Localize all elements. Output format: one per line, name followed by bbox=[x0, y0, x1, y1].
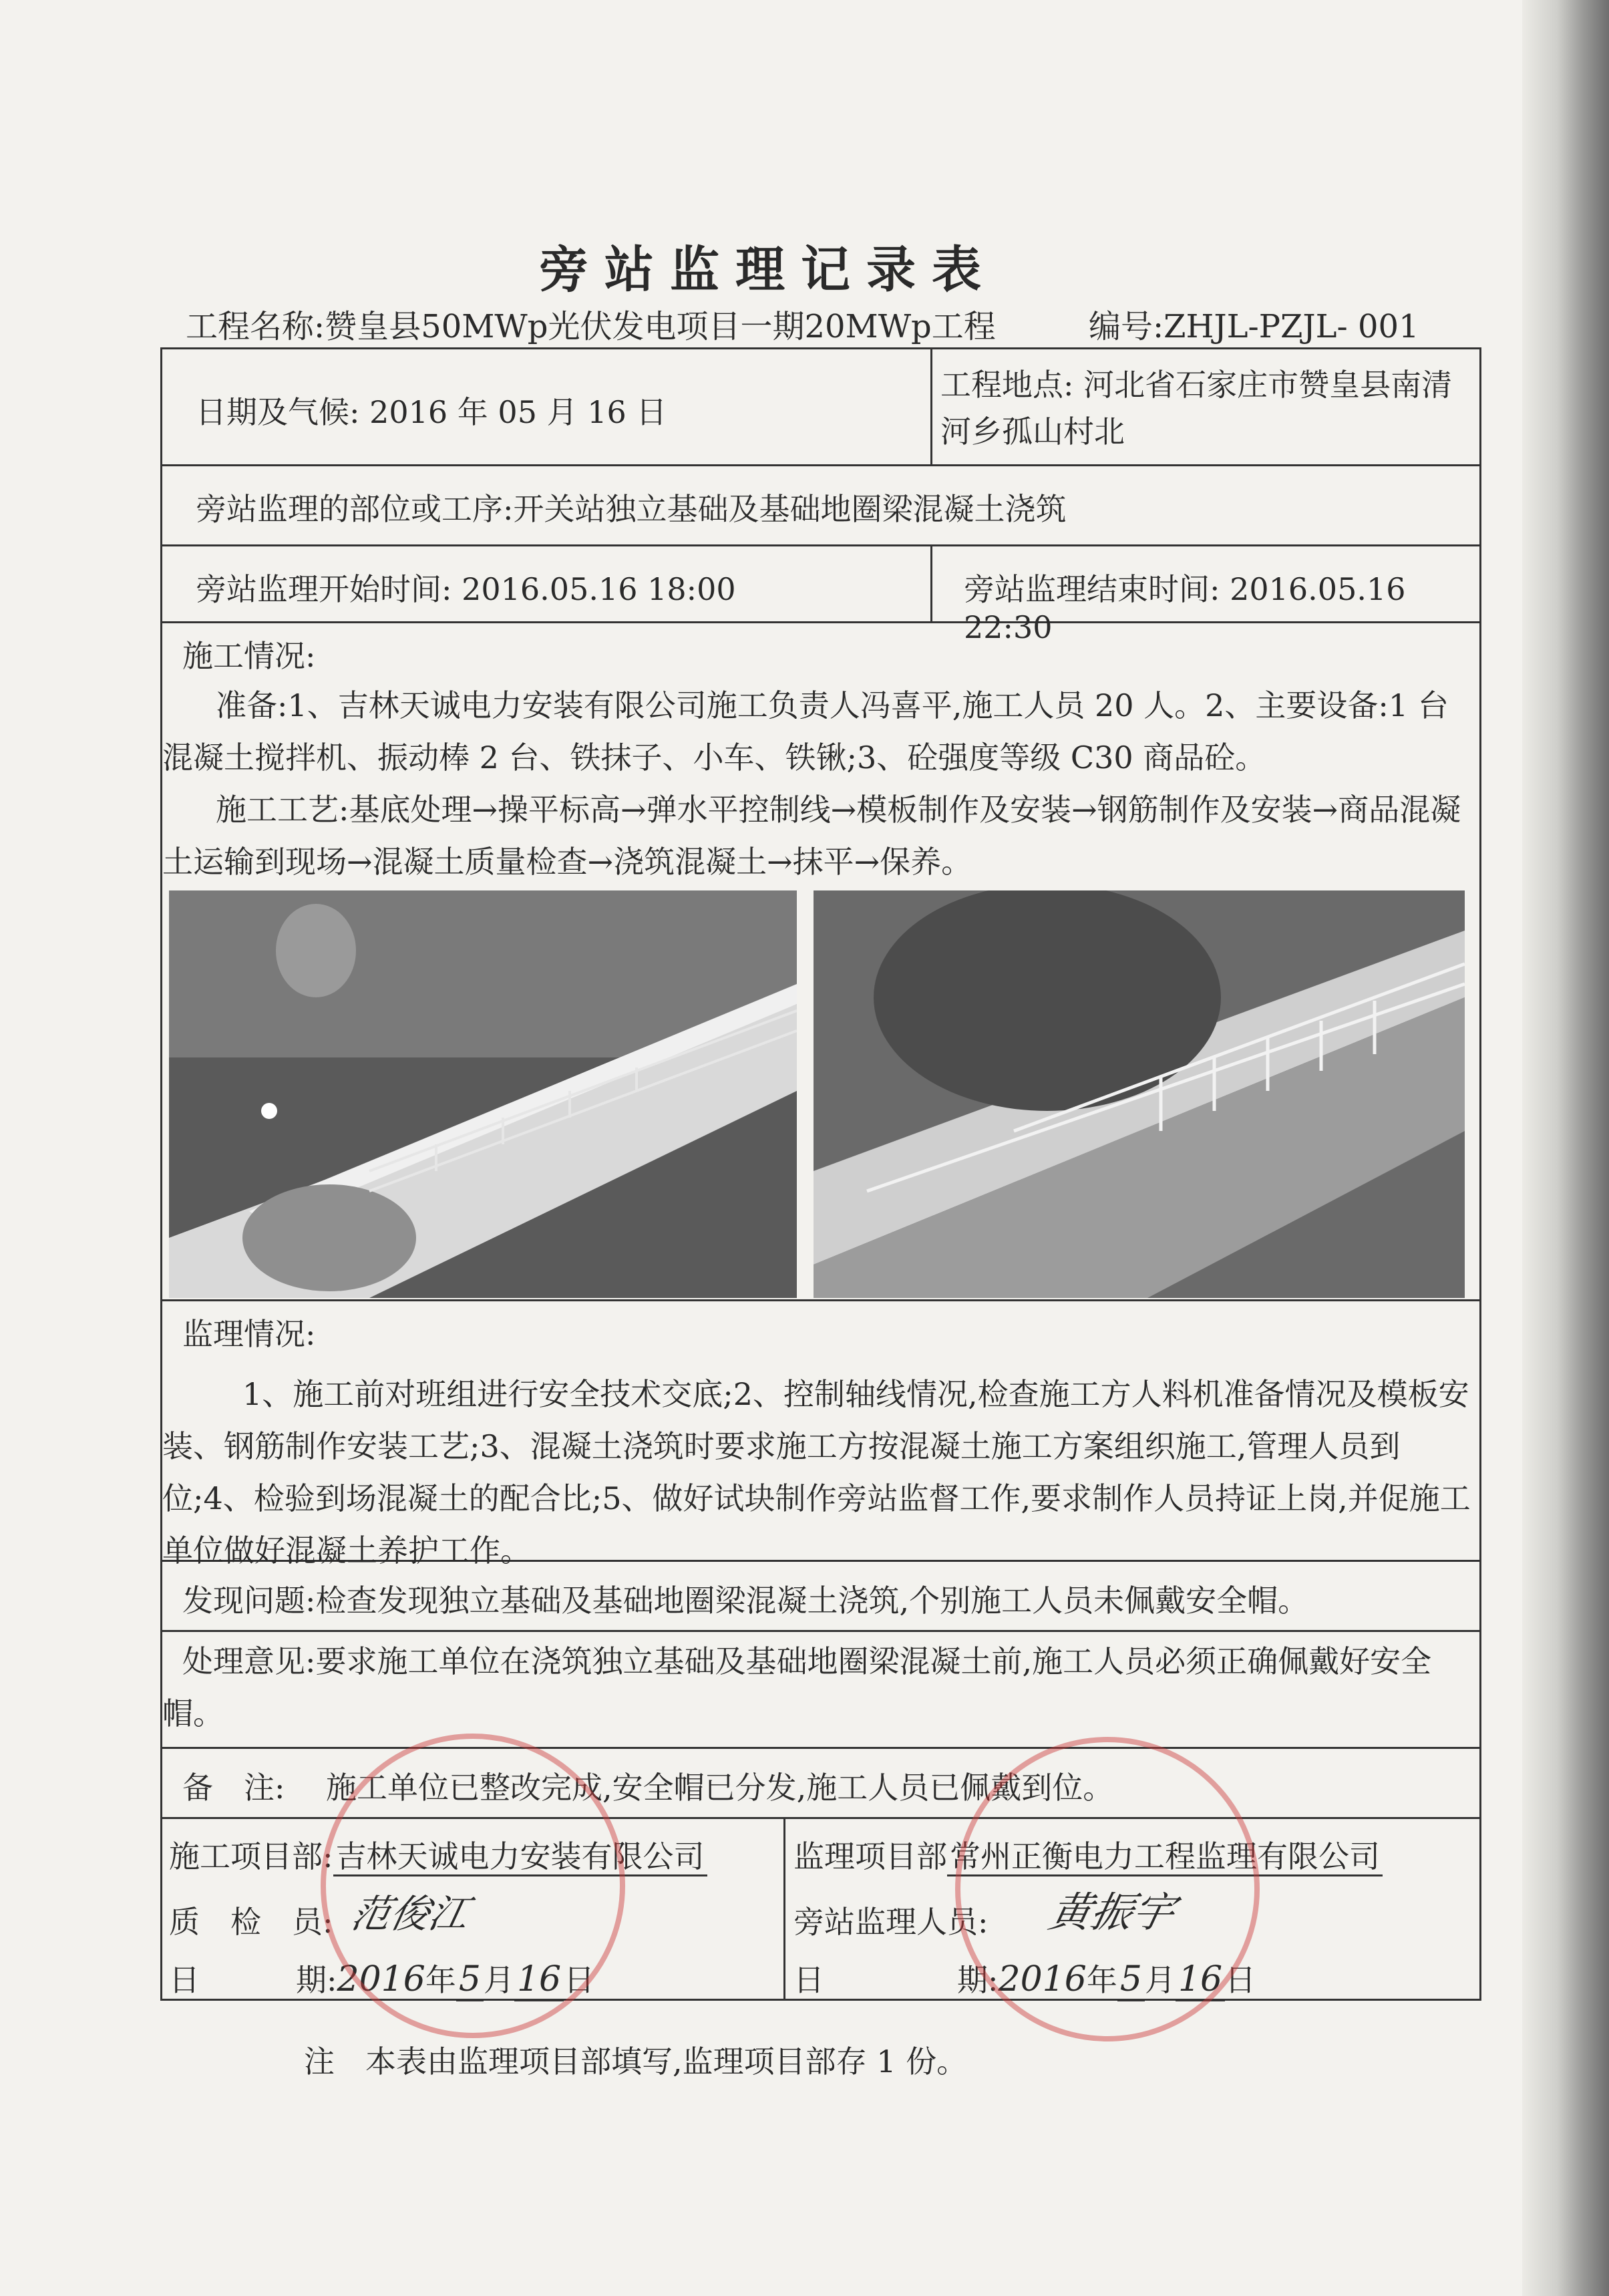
right-date-nian: 年 bbox=[1086, 1962, 1117, 1998]
construction-dept-value: 吉林天诚电力安装有限公司 bbox=[333, 1838, 707, 1876]
row-problem bbox=[162, 1562, 1479, 1632]
left-date-year: 2016 bbox=[337, 1959, 425, 1999]
supervisor-label: 旁站监理人员: bbox=[793, 1904, 989, 1940]
construction-dept-label: 施工项目部: bbox=[169, 1838, 333, 1874]
divider bbox=[930, 546, 932, 621]
supervision-heading: 监理情况: bbox=[182, 1316, 316, 1352]
row-opinion bbox=[162, 1632, 1479, 1749]
right-date-ri: 日 bbox=[1225, 1962, 1256, 1998]
inspector-label: 质 检 员: bbox=[169, 1904, 333, 1940]
supervision-text: 1、施工前对班组进行安全技术交底;2、控制轴线情况,检查施工方人料机准备情况及模板安装、钢筋制作安装工艺;3、混凝土浇筑时要求施工方按混凝土施工方案组织施工,管理人员到位;4、检验到场混凝土的配合比;5、做好试块制作旁站监督工作,要求制作人员持证上岗,并促施工单位做好混凝土养护工作。 bbox=[162, 1376, 1471, 1569]
left-date-label-b: 期: bbox=[296, 1962, 337, 1998]
left-date-day: 16 bbox=[514, 1959, 564, 2001]
site-photo-left bbox=[169, 890, 797, 1298]
construction-process: 施工工艺:基底处理→操平标高→弹水平控制线→模板制作及安装→钢筋制作及安装→商品混凝土运输到现场→混凝土质量检查→浇筑混凝土→抹平→保养。 bbox=[162, 792, 1461, 880]
row-date-location bbox=[162, 349, 1479, 466]
remarks-label: 备 注: bbox=[182, 1770, 285, 1806]
part-process: 旁站监理的部位或工序:开关站独立基础及基础地圈梁混凝土浇筑 bbox=[196, 491, 1067, 527]
inspector-signature: 范俊江 bbox=[347, 1891, 474, 1937]
supervisor-signature: 黄振宇 bbox=[1045, 1888, 1180, 1937]
date-weather: 日期及气候: 2016 年 05 月 16 日 bbox=[196, 394, 667, 430]
handling-opinion: 处理意见:要求施工单位在浇筑独立基础及基础地圈梁混凝土前,施工人员必须正确佩戴好安全帽。 bbox=[162, 1643, 1432, 1732]
scanner-edge-shadow bbox=[1522, 0, 1609, 2296]
right-date-year: 2016 bbox=[998, 1959, 1087, 1999]
supervision-seal bbox=[955, 1737, 1260, 2041]
divider bbox=[930, 349, 932, 464]
construction-heading: 施工情况: bbox=[182, 638, 316, 674]
page-title: 旁站监理记录表 bbox=[539, 241, 997, 299]
row-part-process bbox=[162, 466, 1479, 546]
site-photo-right bbox=[814, 890, 1465, 1298]
end-time: 旁站监理结束时间: 2016.05.16 22:30 bbox=[964, 571, 1406, 645]
start-time: 旁站监理开始时间: 2016.05.16 18:00 bbox=[196, 571, 736, 607]
left-date-yue: 月 bbox=[483, 1962, 514, 1998]
supervision-dept-label: 监理项目部 bbox=[793, 1838, 947, 1874]
problem-found: 发现问题:检查发现独立基础及基础地圈梁混凝土浇筑,个别施工人员未佩戴安全帽。 bbox=[182, 1583, 1309, 1619]
record-table bbox=[160, 347, 1481, 2001]
left-date-month: 5 bbox=[456, 1959, 484, 2001]
supervision-dept-value: 常州正衡电力工程监理有限公司 bbox=[947, 1838, 1383, 1876]
left-date-label-a: 日 bbox=[169, 1962, 200, 1998]
project-location: 工程地点: 河北省石家庄市赞皇县南清河乡孤山村北 bbox=[940, 367, 1453, 450]
row-times bbox=[162, 546, 1479, 645]
divider bbox=[783, 1819, 785, 2001]
right-date-yue: 月 bbox=[1144, 1962, 1176, 1998]
document-number: 编号:ZHJL-PZJL- 001 bbox=[1089, 308, 1419, 345]
supervision-section bbox=[162, 1301, 1479, 1569]
right-date-label-a: 日 bbox=[793, 1962, 824, 1998]
left-date-nian: 年 bbox=[425, 1962, 456, 1998]
remarks-text: 施工单位已整改完成,安全帽已分发,施工人员已佩戴到位。 bbox=[326, 1770, 1114, 1806]
right-date-label-b: 期: bbox=[957, 1962, 999, 1998]
right-date-day: 16 bbox=[1176, 1959, 1225, 2001]
construction-section bbox=[162, 623, 1479, 1301]
left-date-ri: 日 bbox=[564, 1962, 595, 1998]
right-date-month: 5 bbox=[1117, 1959, 1145, 2001]
project-name: 工程名称:赞皇县50MWp光伏发电项目一期20MWp工程 bbox=[186, 308, 996, 345]
construction-prep: 准备:1、吉林天诚电力安装有限公司施工负责人冯喜平,施工人员 20 人。2、主要设备:1 台混凝土搅拌机、振动棒 2 台、铁抹子、小车、铁锹;3、砼强度等级 C30 商品砼。 bbox=[162, 687, 1449, 776]
footer-note: 注 本表由监理项目部填写,监理项目部存 1 份。 bbox=[304, 2043, 968, 2080]
construction-seal bbox=[321, 1734, 625, 2038]
